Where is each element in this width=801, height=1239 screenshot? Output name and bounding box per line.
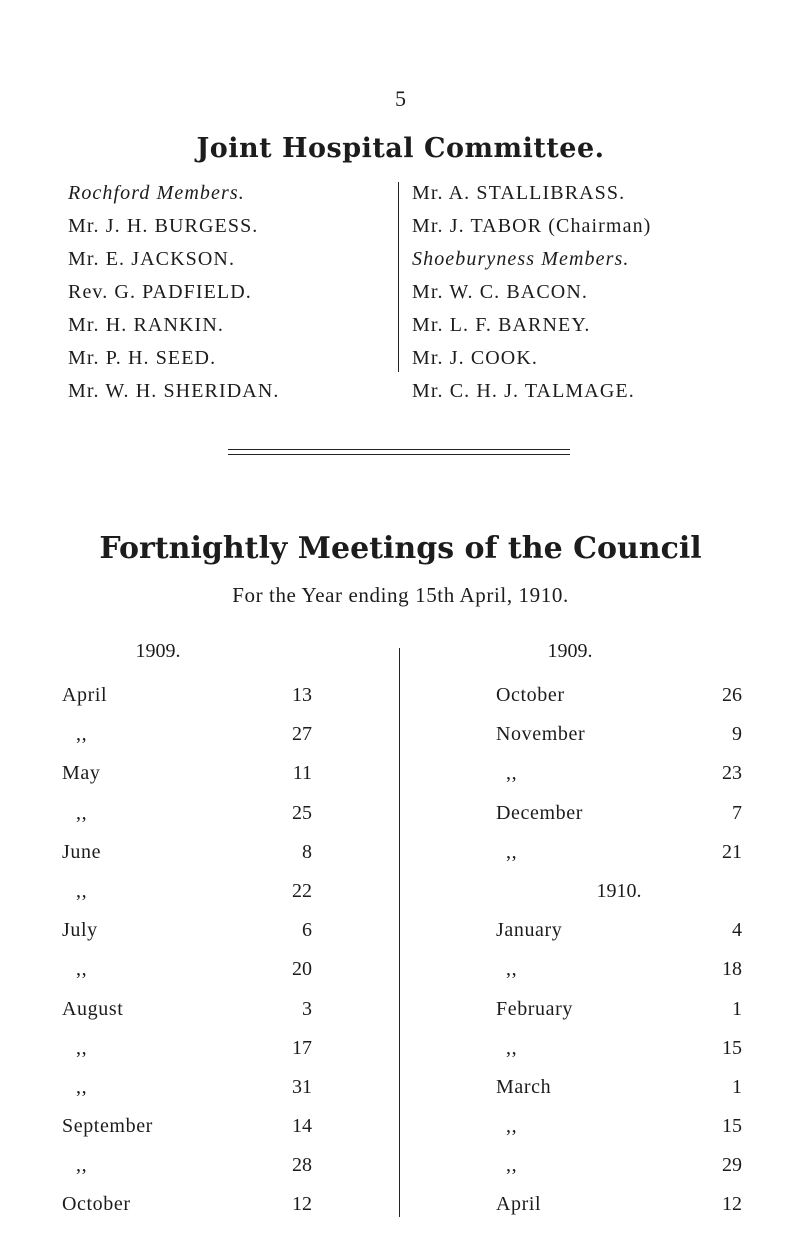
meeting-month: ,, [76, 879, 88, 902]
meeting-row [496, 717, 742, 756]
meeting-day: 23 [722, 762, 742, 785]
section-divider [228, 449, 570, 455]
meeting-row [62, 1031, 312, 1070]
member-name: Mr. W. H. SHERIDAN. [68, 380, 280, 402]
meeting-row [496, 756, 742, 795]
meeting-row [496, 1031, 742, 1070]
member-name: Mr. J. TABOR (Chairman) [412, 215, 652, 237]
council-subtitle: For the Year ending 15th April, 1910. [232, 583, 569, 607]
left-year-heading: 1909. [135, 640, 181, 662]
meeting-month: ,, [76, 723, 88, 746]
left-schedule [62, 678, 312, 1227]
meeting-row [496, 992, 742, 1031]
meeting-row [62, 874, 312, 913]
meeting-month: December [496, 801, 583, 824]
meeting-day: 9 [732, 723, 742, 746]
meeting-month: ,, [76, 801, 88, 824]
meeting-row [62, 678, 312, 717]
meeting-day: 12 [722, 1193, 742, 1216]
meeting-row [496, 796, 742, 835]
meeting-month: ,, [76, 1154, 88, 1177]
meeting-month: January [496, 919, 563, 942]
member-name: Mr. P. H. SEED. [68, 347, 217, 369]
meeting-day: 13 [292, 684, 312, 706]
member-name: Mr. A. STALLIBRASS. [412, 182, 626, 204]
rochford-heading: Rochford Members. [68, 182, 245, 204]
meeting-month: ,, [506, 840, 518, 863]
meeting-row [62, 1148, 312, 1187]
meeting-day: 20 [292, 958, 312, 981]
meeting-day: 15 [722, 1115, 742, 1138]
column-divider [398, 182, 399, 372]
meeting-day: 14 [292, 1115, 312, 1138]
meeting-month: ,, [506, 1036, 518, 1059]
meeting-day: 17 [292, 1036, 312, 1059]
committee-title: Joint Hospital Committee. [196, 133, 605, 164]
meeting-day: 18 [722, 958, 742, 981]
schedule-divider [399, 648, 400, 1217]
right-members-column [412, 177, 651, 408]
meeting-day: 6 [302, 919, 312, 942]
meeting-month: November [496, 723, 586, 746]
meeting-row [62, 796, 312, 835]
member-name: Rev. G. PADFIELD. [68, 281, 252, 303]
meeting-row [62, 717, 312, 756]
meeting-month: ,, [76, 1075, 88, 1098]
member-name: Mr. J. COOK. [412, 347, 538, 369]
meeting-day: 21 [722, 840, 742, 863]
meeting-day: 1 [732, 997, 742, 1020]
meeting-row [62, 952, 312, 991]
meeting-month: June [62, 840, 102, 863]
meeting-month: April [62, 684, 108, 706]
year-heading-1910: 1910. [596, 879, 642, 902]
right-schedule [496, 678, 742, 1227]
meeting-day: 1 [732, 1075, 742, 1098]
member-name: Mr. J. H. BURGESS. [68, 215, 259, 237]
meeting-month: ,, [76, 1036, 88, 1059]
meeting-day: 29 [722, 1154, 742, 1177]
meeting-row [62, 835, 312, 874]
meeting-day: 25 [292, 801, 312, 824]
meeting-day: 31 [292, 1075, 312, 1098]
meeting-day: 7 [732, 801, 742, 824]
meeting-month: October [62, 1193, 131, 1216]
meeting-row [62, 1070, 312, 1109]
meeting-month: April [496, 1193, 542, 1216]
meeting-month: ,, [506, 1115, 518, 1138]
council-title: Fortnightly Meetings of the Council [99, 531, 702, 566]
meeting-row [496, 952, 742, 991]
meeting-month: May [62, 762, 101, 785]
meeting-row [496, 678, 742, 717]
meeting-row [496, 1109, 742, 1148]
meeting-month: February [496, 997, 573, 1020]
meeting-row [62, 913, 312, 952]
meeting-row [496, 1070, 742, 1109]
meeting-day: 15 [722, 1036, 742, 1059]
meeting-row [496, 1148, 742, 1187]
meeting-month: September [62, 1115, 153, 1138]
meeting-month: ,, [506, 1154, 518, 1177]
meeting-day: 8 [302, 840, 312, 863]
meeting-day: 27 [292, 723, 312, 746]
meeting-month: July [62, 919, 98, 942]
meeting-month: March [496, 1075, 552, 1098]
meeting-row [62, 992, 312, 1031]
shoeburyness-heading: Shoeburyness Members. [412, 248, 630, 270]
meeting-month: ,, [76, 958, 88, 981]
meeting-row [496, 1187, 742, 1226]
meeting-row [62, 756, 312, 795]
right-year-heading: 1909. [547, 640, 593, 662]
meeting-day: 28 [292, 1154, 312, 1177]
meeting-month: ,, [506, 958, 518, 981]
meeting-row [62, 1187, 312, 1226]
meeting-day: 26 [722, 684, 742, 706]
meeting-month: August [62, 997, 124, 1020]
meeting-row [496, 835, 742, 874]
meeting-day: 12 [292, 1193, 312, 1216]
meeting-day: 11 [292, 762, 312, 785]
meeting-month: October [496, 684, 565, 706]
meeting-day: 3 [302, 997, 312, 1020]
meeting-day: 4 [732, 919, 742, 942]
meeting-row [62, 1109, 312, 1148]
member-name: Mr. E. JACKSON. [68, 248, 236, 270]
meeting-month: ,, [506, 762, 518, 785]
rochford-members-column [68, 177, 279, 408]
member-name: Mr. W. C. BACON. [412, 281, 588, 303]
page-number: 5 [395, 86, 406, 111]
meeting-row [496, 913, 742, 952]
member-name: Mr. C. H. J. TALMAGE. [412, 380, 635, 402]
member-name: Mr. L. F. BARNEY. [412, 314, 591, 336]
meeting-day: 22 [292, 879, 312, 902]
member-name: Mr. H. RANKIN. [68, 314, 224, 336]
